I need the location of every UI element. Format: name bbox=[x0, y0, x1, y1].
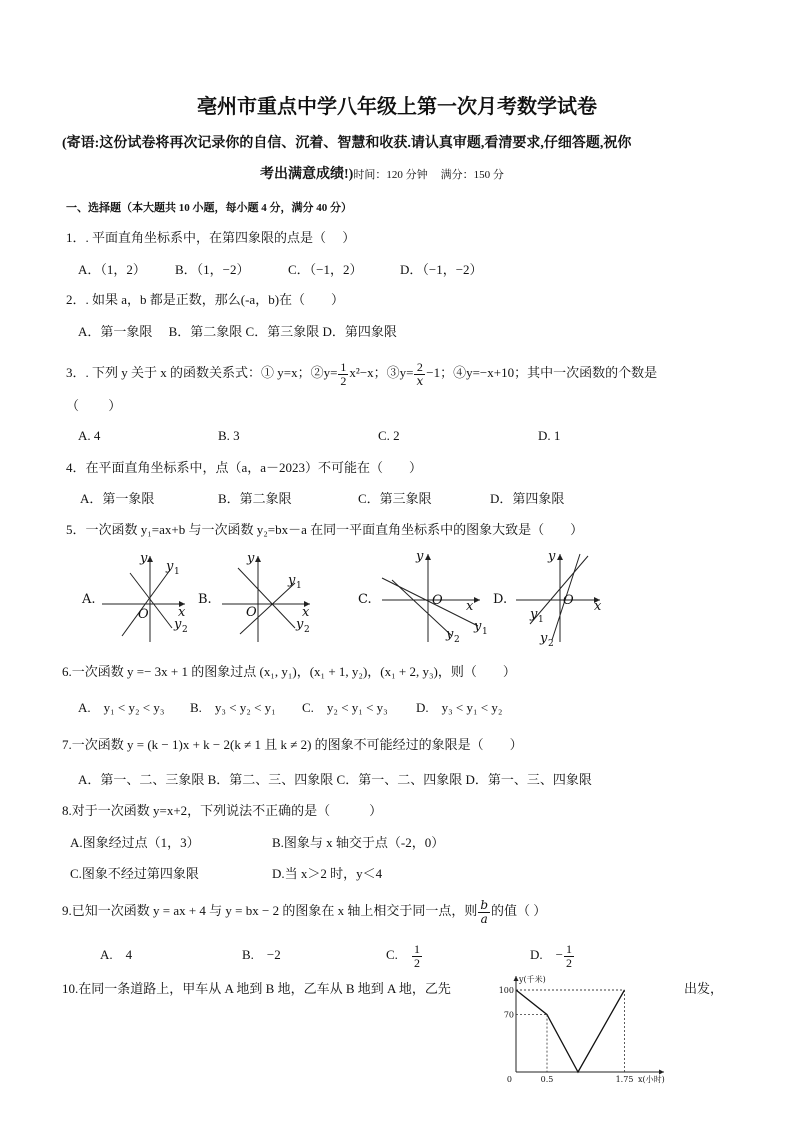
q9-stem-text: 9.已知一次函数 y = ax + 4 与 y = bx − 2 的图象在 x 轴上相交于同一点，则 bbox=[62, 903, 478, 918]
q3-stem-mid: x²−x；③y= bbox=[349, 365, 414, 380]
graph-a-y1-sub: 1 bbox=[174, 567, 180, 577]
q9-option-b: B. −2 bbox=[242, 947, 281, 962]
q3-option-c: C. 2 bbox=[378, 428, 400, 443]
graph-a-y-arrow bbox=[147, 556, 153, 562]
graph-a-y2-label: y bbox=[174, 617, 182, 632]
graph-c-label: C. bbox=[358, 592, 372, 607]
graph-a-x-label: x bbox=[178, 605, 186, 620]
q3-f2-num: 2 bbox=[414, 361, 425, 375]
chart-y-arrow bbox=[514, 976, 519, 981]
q5-stem: 5．一次函数 y₁=ax+b 与一次函数 y₂=bx－a 在同一平面直角坐标系中的图象大致是（ ） bbox=[66, 522, 584, 537]
graph-d-label: D. bbox=[493, 592, 508, 607]
graph-b-y-arrow bbox=[255, 556, 261, 562]
graph-b-y-label: y bbox=[247, 551, 255, 566]
q6-option-b: B. y₃ < y₂ < y₁ bbox=[190, 700, 276, 715]
graph-c-x-label: x bbox=[466, 599, 474, 614]
q9-option-c bbox=[386, 940, 423, 970]
q1-option-c: C．（−1，2） bbox=[288, 262, 363, 277]
graph-b-y1-label: y bbox=[288, 573, 296, 588]
q9-c-label: C. bbox=[386, 947, 398, 962]
q2-stem: 2．. 如果 a，b 都是正数，那么(-a，b)在（ ） bbox=[66, 292, 345, 307]
graph-d-origin: O bbox=[563, 593, 574, 608]
graph-a-label: A. bbox=[82, 592, 96, 607]
q3-paren: （ ） bbox=[66, 398, 122, 413]
q9-d-fraction bbox=[564, 943, 574, 970]
q3-fraction-2 bbox=[414, 361, 425, 388]
graph-d-x-label: x bbox=[594, 599, 602, 614]
q4-option-c: C．第三象限 bbox=[358, 491, 432, 506]
q3-f1-num: 1 bbox=[340, 359, 347, 374]
graph-b-x-label: x bbox=[302, 605, 310, 620]
graph-c-origin: O bbox=[432, 593, 443, 608]
q9-frac-den: a bbox=[480, 911, 488, 926]
q8-option-b: B.图象与 x 轴交于点（-2，0） bbox=[272, 835, 445, 850]
q9-c-fraction bbox=[412, 943, 422, 970]
q2-options: A．第一象限 B．第二象限 C．第三象限 D．第四象限 bbox=[78, 324, 397, 339]
time-label: 时间：120 分钟 bbox=[353, 169, 428, 181]
graph-c-y2-label: y bbox=[446, 627, 454, 642]
q9-stem bbox=[62, 896, 546, 926]
q9-c-den: 2 bbox=[413, 955, 420, 970]
graph-d-y1-label: y bbox=[530, 607, 538, 622]
q1-option-a: A．（1，2） bbox=[78, 262, 146, 277]
graph-c-y2-sub: 2 bbox=[454, 635, 460, 645]
q4-option-a: A．第一象限 bbox=[80, 491, 155, 506]
chart-y-tick-label: 100 bbox=[498, 986, 514, 995]
q3-f2-den: x bbox=[416, 373, 424, 388]
q3-stem-start: 3．. 下列 y 关于 x 的函数关系式：① y=x；②y= bbox=[66, 365, 338, 380]
chart-x-tick-label: 1.75 bbox=[615, 1075, 634, 1084]
graph-c-x-arrow bbox=[474, 597, 480, 603]
q8-option-d: D.当 x＞2 时，y＜4 bbox=[272, 866, 383, 881]
q6-stem: 6.一次函数 y =− 3x + 1 的图象过点 (x₁, y₁)，(x₁ + 1, y₂)，(x₁ + 2, y₃)，则（ ） bbox=[62, 664, 516, 679]
chart-x-axis-label: x(小时) bbox=[638, 1075, 665, 1084]
q4-option-b: B．第二象限 bbox=[218, 491, 292, 506]
graph-d-line-1 bbox=[530, 556, 588, 624]
chart-series-line bbox=[516, 990, 625, 1072]
q3-option-a: A. 4 bbox=[78, 428, 101, 443]
q8-stem: 8.对于一次函数 y=x+2，下列说法不正确的是（ ） bbox=[62, 803, 383, 818]
graph-b-y2-label: y bbox=[296, 617, 304, 632]
graph-a-line-1 bbox=[130, 573, 172, 628]
graph-b-origin: O bbox=[246, 605, 257, 620]
q8-option-a: A.图象经过点（1，3） bbox=[70, 835, 200, 850]
message-line-1: (寄语:这份试卷将再次记录你的自信、沉着、智慧和收获.请认真审题,看清要求,仔细答题,祝你 bbox=[62, 136, 632, 151]
q7-stem: 7.一次函数 y = (k − 1)x + k − 2(k ≠ 1 且 k ≠ 2) 的图象不可能经过的象限是（ ） bbox=[62, 737, 523, 752]
q9-d-den: 2 bbox=[565, 955, 572, 970]
graph-b-y1-sub: 1 bbox=[296, 581, 302, 591]
message-line-2: 考出满意成绩!) bbox=[260, 167, 354, 182]
q8-option-c: C.图象不经过第四象限 bbox=[70, 866, 199, 881]
q3-f1-den: 2 bbox=[340, 373, 347, 388]
q6-option-a: A. y₁ < y₂ < y₃ bbox=[78, 700, 165, 715]
chart-y-tick-label: 70 bbox=[503, 1010, 514, 1020]
q9-stem-end: 的值（ ） bbox=[491, 903, 547, 918]
q9-frac-num: b bbox=[480, 897, 489, 912]
graph-a-y-label: y bbox=[140, 551, 148, 566]
graph-b-label: B. bbox=[198, 592, 212, 607]
q1-option-d: D．（−1，−2） bbox=[400, 262, 483, 277]
chart-x-tick-label: 0.5 bbox=[540, 1075, 554, 1084]
q3-option-b: B. 3 bbox=[218, 428, 240, 443]
graph-b-y2-sub: 2 bbox=[304, 625, 310, 635]
q5-graphs bbox=[60, 548, 760, 648]
q7-options: A．第一、二、三象限 B．第二、三、四象限 C．第一、二、四象限 D．第一、三、四象限 bbox=[78, 772, 592, 787]
graph-a-y1-label: y bbox=[166, 559, 174, 574]
q10-distance-chart bbox=[496, 972, 680, 1084]
q9-d-label: D. − bbox=[530, 947, 563, 962]
score-label: 满分：150 分 bbox=[440, 169, 504, 181]
graph-d-y-arrow bbox=[557, 554, 563, 560]
chart-y-axis-label: y(千米) bbox=[519, 975, 546, 984]
q9-d-num: 1 bbox=[565, 941, 572, 956]
q3-option-d: D. 1 bbox=[538, 428, 561, 443]
graph-a-line-2 bbox=[122, 570, 170, 636]
q6-option-c: C. y₂ < y₁ < y₃ bbox=[302, 700, 388, 715]
graph-a-origin: O bbox=[138, 607, 149, 622]
graph-c-y-label: y bbox=[416, 549, 424, 564]
page-title: 亳州市重点中学八年级上第一次月考数学试卷 bbox=[197, 96, 597, 118]
graph-c-y1-label: y bbox=[474, 619, 482, 634]
chart-x-tick-label: 0 bbox=[506, 1075, 512, 1084]
q9-option-d bbox=[530, 940, 575, 970]
q6-option-d: D. y₃ < y₁ < y₂ bbox=[416, 700, 503, 715]
q3-fraction-1 bbox=[338, 361, 348, 388]
graph-d-y-label: y bbox=[548, 549, 556, 564]
q9-option-a: A. 4 bbox=[100, 947, 133, 962]
graph-c-y-arrow bbox=[425, 554, 431, 560]
graph-d-y2-label: y bbox=[540, 631, 548, 646]
graph-a-y2-sub: 2 bbox=[182, 625, 188, 635]
graph-d-y2-sub: 2 bbox=[548, 639, 554, 649]
message-line-2-row bbox=[260, 166, 504, 183]
chart-x-arrow bbox=[659, 1070, 664, 1075]
q3-stem bbox=[66, 356, 657, 390]
q9-c-num: 1 bbox=[413, 941, 420, 956]
graph-c-line-1 bbox=[382, 578, 478, 626]
graph-c-y1-sub: 1 bbox=[482, 627, 488, 637]
section-heading: 一、选择题（本大题共 10 小题，每小题 4 分，满分 40 分） bbox=[66, 202, 352, 214]
q10-stem-end: 出发， bbox=[684, 981, 724, 996]
q4-stem: 4．在平面直角坐标系中，点（a，a－2023）不可能在（ ） bbox=[66, 460, 423, 475]
graph-d-y1-sub: 1 bbox=[538, 615, 544, 625]
q3-stem-end: −1；④y=−x+10；其中一次函数的个数是 bbox=[426, 365, 658, 380]
q9-fraction bbox=[478, 899, 490, 926]
q4-option-d: D．第四象限 bbox=[490, 491, 565, 506]
q10-stem: 10.在同一条道路上，甲车从 A 地到 B 地，乙车从 B 地到 A 地，乙先 bbox=[62, 981, 451, 996]
q1-stem: 1．. 平面直角坐标系中，在第四象限的点是（ ） bbox=[66, 230, 356, 245]
q1-option-b: B．（1，−2） bbox=[175, 262, 250, 277]
